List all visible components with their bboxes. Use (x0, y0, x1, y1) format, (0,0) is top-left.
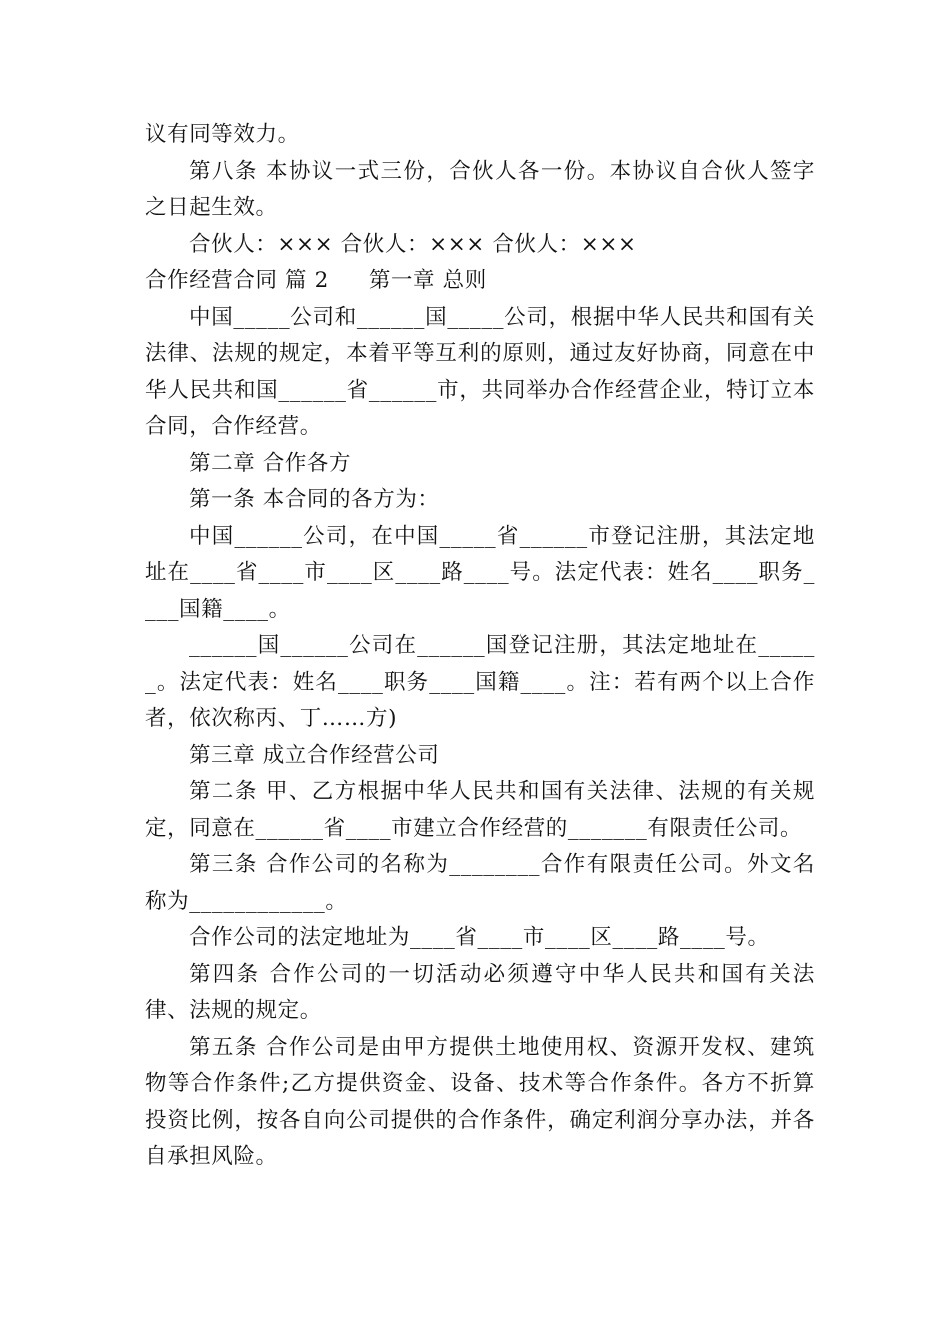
chapter-1-title: 第一章 总则 (368, 268, 487, 293)
paragraph-article-3: 第三条 合作公司的名称为________合作有限责任公司。外文名称为____________。 (145, 852, 815, 914)
section-title: 合作经营合同 篇 2 (145, 268, 329, 293)
paragraph-effect-continuation: 议有同等效力。 (145, 122, 300, 147)
paragraph-article-4: 第四条 合作公司的一切活动必须遵守中华人民共和国有关法律、法规的规定。 (145, 961, 815, 1023)
document-body (145, 117, 815, 1176)
paragraph-article-8: 第八条 本协议一式三份，合伙人各一份。本协议自合伙人签字之日起生效。 (145, 158, 815, 220)
chapter-3-title: 第三章 成立合作经营公司 (189, 742, 440, 768)
paragraph-article-2: 第二条 甲、乙方根据中华人民共和国有关法律、法规的有关规定，同意在______省____市建立合作经营的_______有限责任公司。 (145, 779, 815, 841)
paragraph-article-5: 第五条 合作公司是由甲方提供土地使用权、资源开发权、建筑物等合作条件;乙方提供资金、设备、技术等合作条件。各方不折算投资比例，按各自向公司提供的合作条件，确定利润分享办法，并各自承担风险。 (145, 1034, 815, 1169)
section-heading (145, 263, 815, 300)
paragraph-party-b: ______国______公司在______国登记注册，其法定地址在______。法定代表：姓名____职务____国籍____。注：若有两个以上合作者，依次称丙、丁……方) (145, 633, 815, 731)
paragraph-article-1: 第一条 本合同的各方为： (189, 487, 440, 512)
chapter-2-title: 第二章 合作各方 (189, 450, 352, 476)
paragraph-preamble: 中国_____公司和______国_____公司，根据中华人民共和国有关法律、法规的规定，本着平等互利的原则，通过友好协商，同意在中华人民共和国______省______市，共同举办合作经营企业，特订立本合同，合作经营。 (145, 304, 815, 439)
paragraph-party-a: 中国______公司，在中国_____省______市登记注册，其法定地址在____省____市____区____路____号。法定代表：姓名____职务____国籍____。 (145, 523, 815, 622)
paragraph-partners-signatures: 合伙人：××× 合伙人：××× 合伙人：××× (189, 231, 637, 257)
paragraph-legal-address: 合作公司的法定地址为____省____市____区____路____号。 (189, 925, 770, 950)
